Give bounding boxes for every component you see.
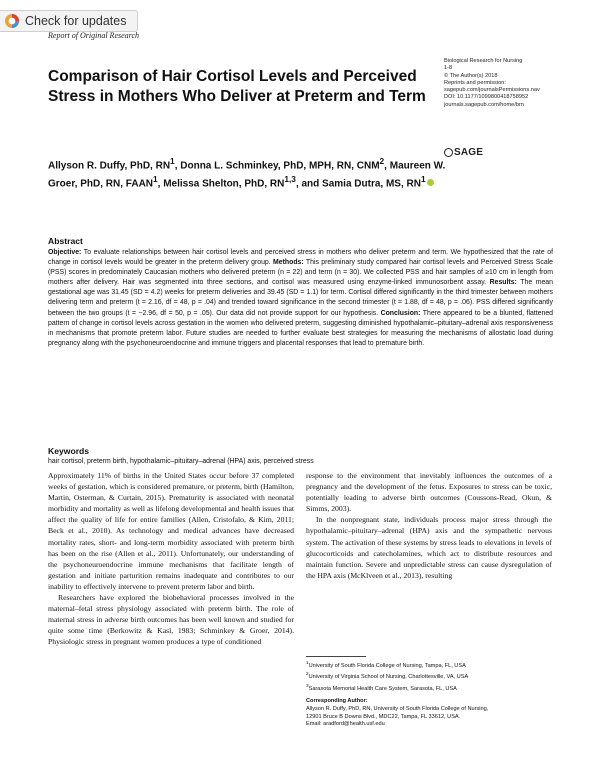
affiliation-text: University of Virginia School of Nursing, Charlottesville, VA, USA: [308, 674, 469, 681]
author-name: Maureen W. Groer, PhD, RN, FAAN: [48, 160, 446, 189]
objective-label: Objective:: [48, 249, 82, 256]
orcid-icon[interactable]: [427, 179, 434, 186]
corresponding-line: 12901 Bruce B Downs Blvd., MDC22, Tampa, FL 33612, USA.: [306, 713, 461, 720]
affiliation-text: Sarasota Memorial Health Care System, Sarasota, FL, USA: [308, 685, 457, 692]
corresponding-email[interactable]: Email: aradford@health.usf.edu: [306, 721, 385, 728]
journal-meta: [444, 58, 594, 109]
report-type: Report of Original Research: [48, 31, 140, 40]
article-title: Comparison of Hair Cortisol Levels and Perceived Stress in Mothers Who Deliver at Preterm and Term: [48, 68, 426, 105]
objective-text: To evaluate relationships between hair cortisol levels and perceived stress in mothers who deliver preterm and term. We hypothesized that the rate of change in cortisol levels would be greater in the preterm delivery group.: [48, 249, 553, 267]
body-paragraph: Researchers have explored the biobehavioral processes involved in the maternal–fetal stress physiology associated with preterm birth. The role of maternal stress in adverse birth outcomes has been well known and studied for quite some time (Berkowitz & Kasl, 1983; Schminkey & Groer, 2014). Physiologic stress in pregnant women produces a type of conditioned: [48, 593, 294, 647]
footnote-divider: [306, 656, 366, 657]
results-label: Results:: [489, 279, 517, 287]
keywords-text: hair cortisol, preterm birth, hypothalamic–pituitary–adrenal (HPA) axis, perceived stress: [48, 458, 314, 465]
affiliation-number: 3: [306, 682, 309, 688]
journal-name: Biological Research for Nursing: [444, 58, 523, 64]
check-for-updates-badge[interactable]: [0, 10, 138, 32]
keywords-heading: Keywords: [48, 446, 90, 456]
affiliation-ref: 1: [153, 173, 158, 184]
reprints-label: Reprints and permission:: [444, 79, 506, 86]
abstract-heading: Abstract: [48, 236, 83, 246]
methods-text: This preliminary study compared hair cortisol levels and Perceived Stress Scale (PSS) scores in predominately Caucasian mothers who delivered preterm (n = 22) and term (n = 30). We collected PSS and hair samples of ≥10 cm in length from mothers after delivery. Hair was segmented into three sections, and cortisol was measured using enzyme-linked immunosorbent assay.: [48, 259, 554, 287]
methods-label: Methods:: [273, 259, 304, 267]
affiliation: [306, 682, 556, 693]
page-range: 1-8: [444, 65, 453, 72]
affiliation-ref: 1: [420, 173, 426, 184]
conclusion-text: There appeared to be a blunted, flattened pattern of change in cortisol levels across gestation in the women who delivered preterm, suggesting diminished hypothalamic–pituitary–adrenal axis responsiveness in mechanisms that promote preterm labor. Future studies are needed to further evaluate best strategies for measuring the mechanisms of allostatic load during pregnancy along with the psychoneuroendocrine and immune triggers and placental responses that lead to premature birth.: [48, 309, 553, 347]
author-name: Allyson R. Duffy, PhD, RN: [48, 160, 171, 172]
copyright: © The Author(s) 2018: [444, 72, 498, 79]
doi[interactable]: DOI: 10.1177/1099800418758952: [444, 94, 529, 101]
author-name: Melissa Shelton, PhD, RN: [163, 177, 285, 189]
author-name: Donna L. Schminkey, PhD, MPH, RN, CNM: [180, 160, 380, 172]
body-paragraph: response to the environment that inevitably influences the outcomes of a pregnancy and the development of the fetus. Exposures to stress can be toxic, potentially leading to adverse birth outcomes (Coussons-Read, Okun, & Simms, 2003).: [306, 471, 552, 514]
keywords-section: [48, 446, 553, 465]
journal-home-link[interactable]: journals.sagepub.com/home/brn: [444, 101, 524, 108]
abstract-section: [48, 236, 553, 349]
body-column-left: [48, 470, 294, 648]
results-text: The mean gestational age was 31.45 (SD = 4.2) weeks for preterm deliveries and 39.45 (SD = 1.1) for term. Cortisol differed significantly in the third trimester between mothers delivering term and preterm (t = 2.16, df = 48, p = .04) and trended toward significance in the second trimester (t = 1.88, df = 48, p = .06). PSS differed significantly between the two groups (t = −2.96, df = 50, p = .05). Our data did not provide support for our hypothesis.: [48, 279, 553, 317]
corresponding-line: Allyson R. Duffy, PhD, RN, University of South Florida College of Nursing,: [306, 705, 489, 712]
affiliation: [306, 659, 556, 670]
body-column-right: [306, 470, 552, 581]
author-list: Allyson R. Duffy, PhD, $RN^1$, Donna L. Schminkey, PhD, MPH, RN, CNM$^2$, Maureen W. Groer, PhD, RN, FAAN$^1$, Melissa Shelton, PhD, RN$^{1,3}$, and Samia Dutra, MS, $RN^1$: [48, 156, 446, 189]
affiliation-ref: 2: [379, 156, 385, 166]
permissions-link[interactable]: sagepub.com/journalsPermissions.nav: [444, 87, 540, 94]
conclusion-label: Conclusion:: [380, 309, 421, 317]
author-name: and Samia Dutra, MS, RN: [301, 177, 421, 189]
footnotes: [306, 659, 556, 729]
affiliation-text: University of South Florida College of Nursing, Tampa, FL, USA: [308, 662, 466, 669]
check-for-updates-icon: [4, 13, 20, 29]
affiliation-ref: 1,3: [284, 173, 296, 184]
affiliation-number: 1: [306, 660, 309, 665]
affiliation-ref: 1: [170, 156, 175, 166]
abstract-text: [48, 248, 553, 349]
corresponding-heading: Corresponding Author:: [306, 698, 368, 705]
affiliation: [306, 670, 556, 681]
body-paragraph: Approximately 11% of births in the United States occur before 37 completed weeks of gestation, which is considered premature, or preterm, birth (Hamilton, Martin, Osterman, & Curtain, 2015). Prematurity is associated with neonatal morbidity and mortality as well as lifelong developmental and health issues that affect the quality of life for entire families (Allen, Cristofalo, & Kim, 2011; Beck et al., 2010). As technology and medical advances have decreased mortality rates, short- and long-term morbidity associated with preterm birth has been on the rise (Allen et al., 2011). Unfortunately, our understanding of the psychoneuroendocrine immune mechanisms that facilitate length of gestation and initiate parturition remains inadequate and contributes to our inability to effectively intervene to prevent preterm labor and birth.: [48, 471, 294, 591]
sage-logo-text: SAGE: [454, 147, 484, 158]
body-paragraph: In the nonpregnant state, individuals process major stress through the hypothalamic–pituitary–adrenal (HPA) axis and the sympathetic nervous system. The activation of these systems by stress leads to elevations in levels of glucocorticoids and catecholamines, which act to distribute resources and maintain function. Severe and unpredictable stress can cause dysregulation of the HPA axis (McKlveen et al., 2013), resulting: [306, 515, 552, 580]
check-for-updates-label: Check for updates: [25, 14, 127, 28]
affiliation-number: 2: [306, 671, 309, 677]
